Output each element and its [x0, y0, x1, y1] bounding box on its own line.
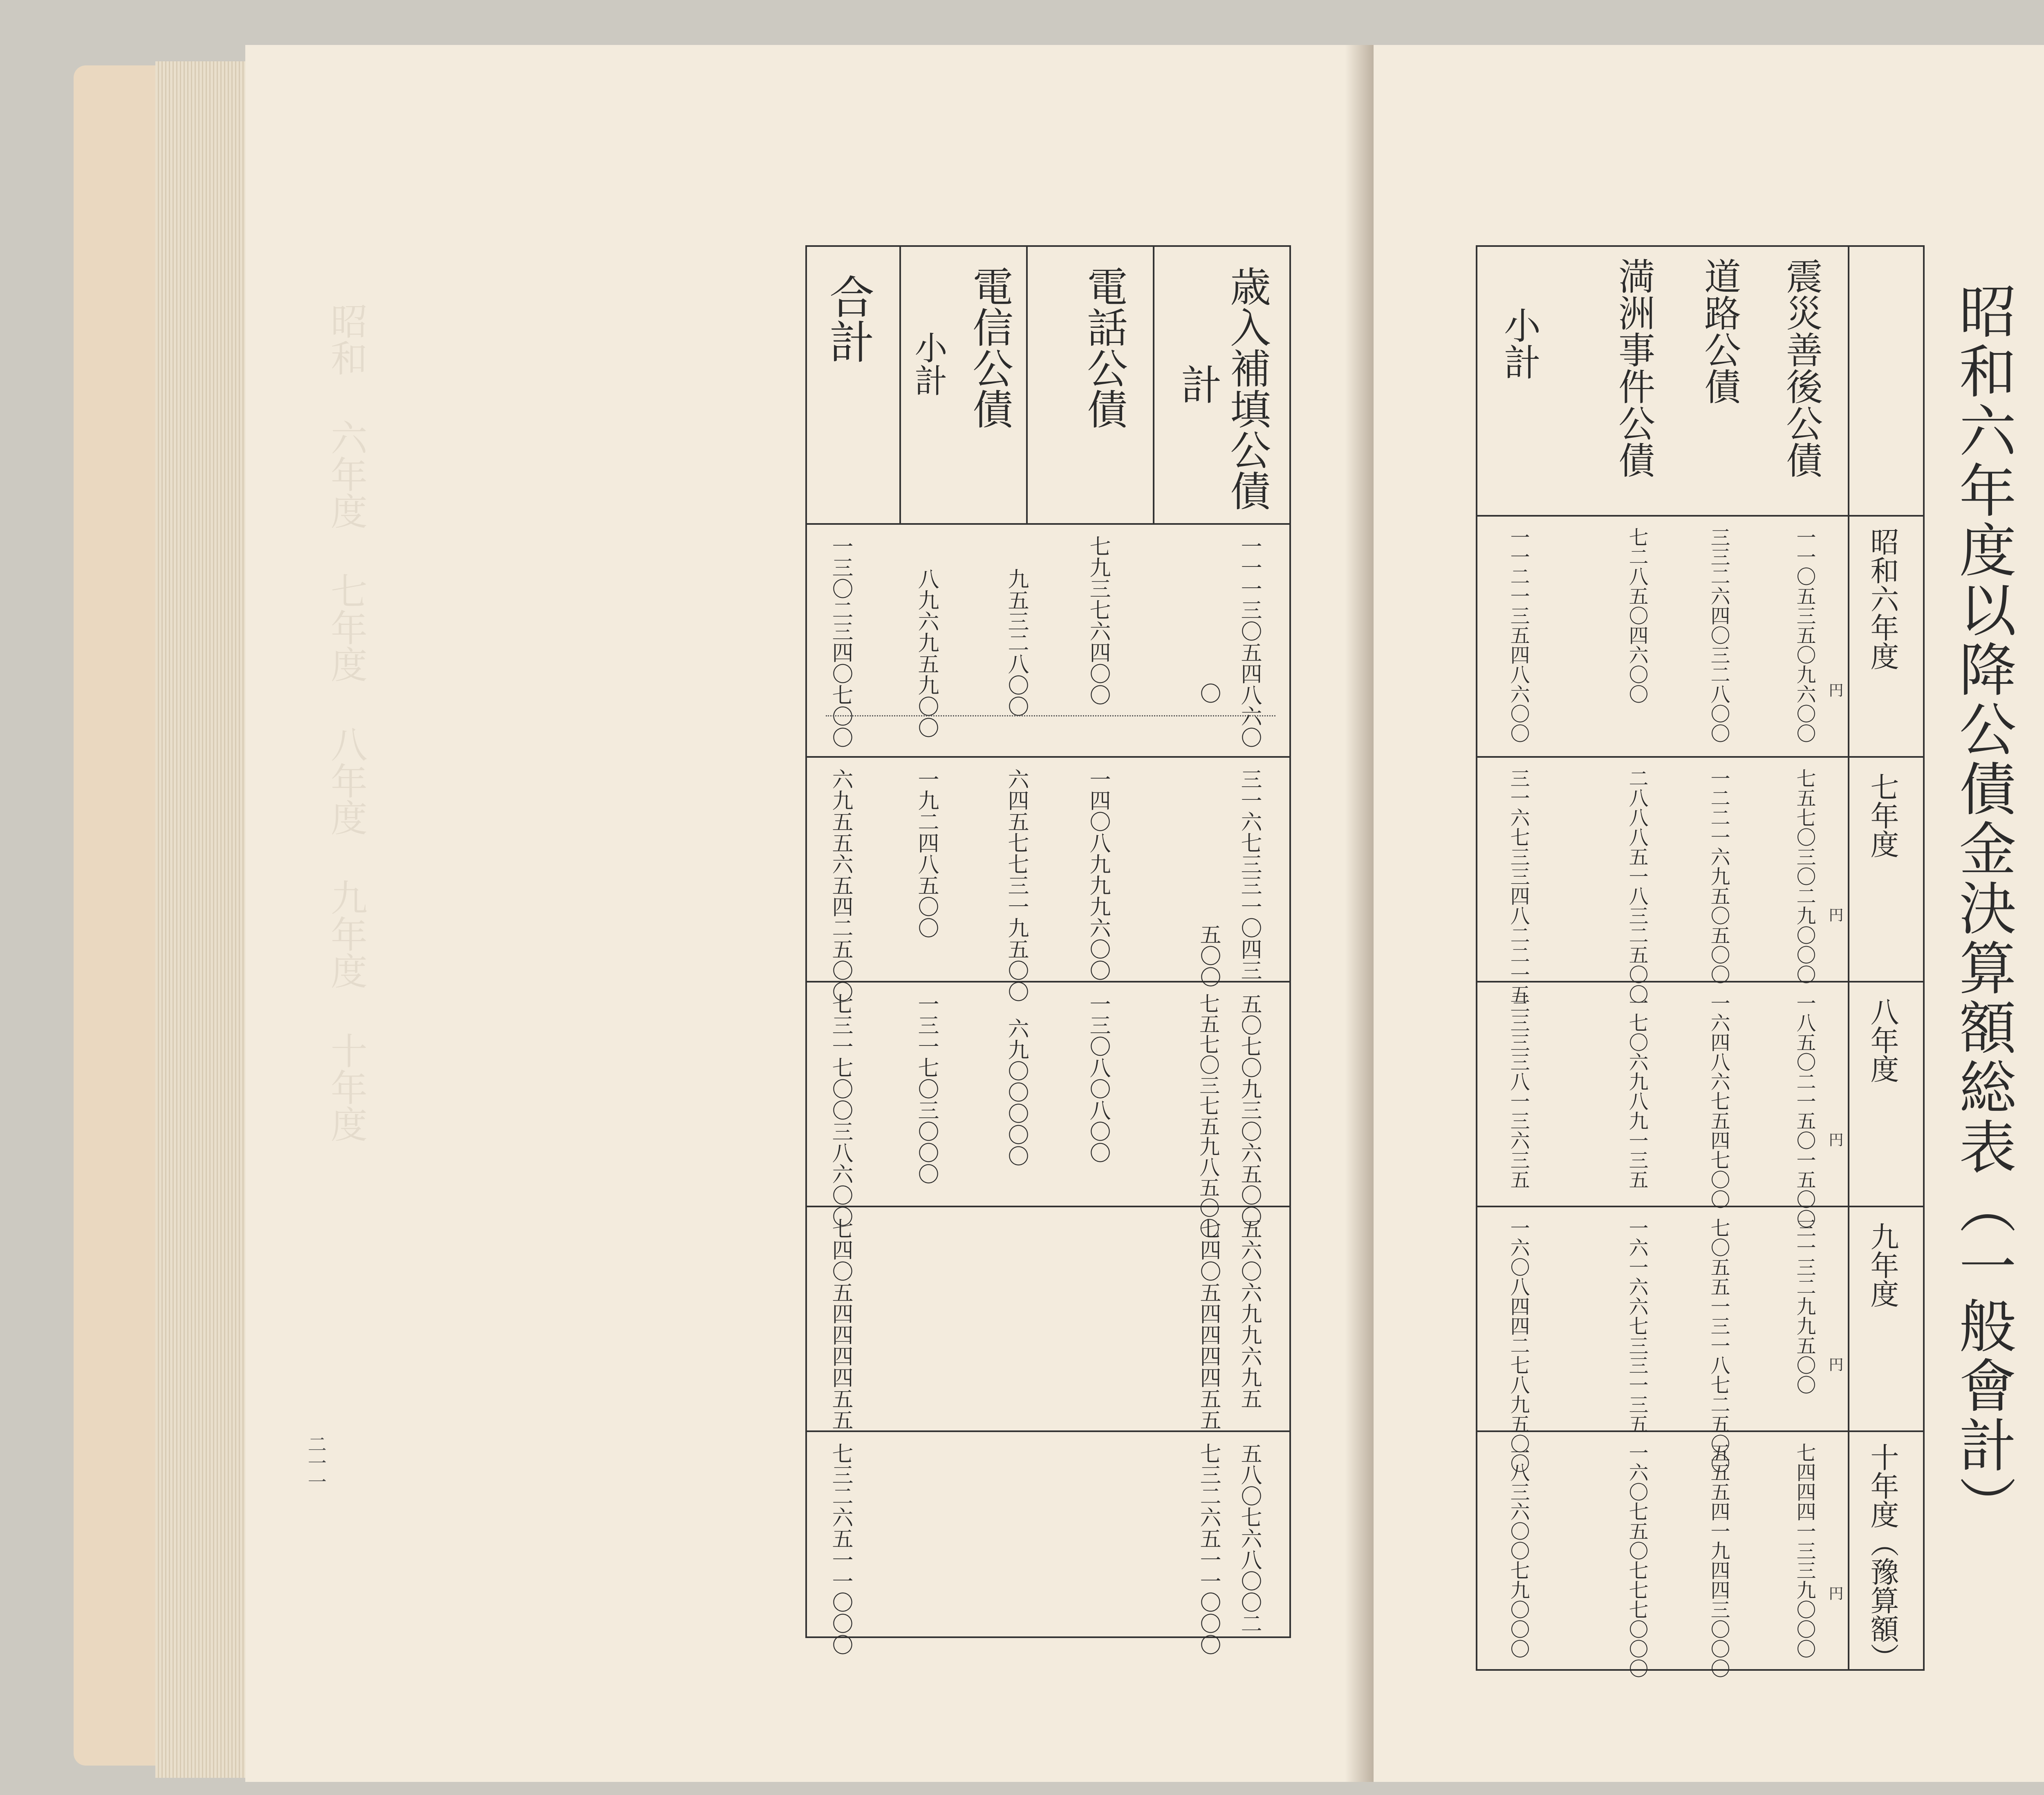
- row-header-subtotal-1: 計: [1174, 364, 1222, 405]
- left-cell: 一九二四八五〇〇: [914, 768, 939, 938]
- left-cell: 六九〇〇〇〇〇: [1004, 1018, 1029, 1166]
- row-header-subtotal: 小計: [1497, 307, 1540, 380]
- right-table: [1476, 245, 1925, 1671]
- right-cell: 七〇五五一三一八七二五〇〇: [1707, 1218, 1730, 1473]
- right-cell: 七二八五〇四六〇〇: [1625, 527, 1648, 704]
- left-cell: 六四五七七三一九五〇〇: [1004, 768, 1029, 1002]
- right-cell: 一六〇七五〇七七七〇〇〇: [1625, 1443, 1648, 1678]
- right-cell: 一二二一六九五〇五〇〇: [1707, 768, 1730, 984]
- left-cell: 七三二六五一一〇〇〇: [1196, 1443, 1221, 1655]
- right-cell: 一六四八六七五四七〇〇: [1707, 993, 1730, 1209]
- unit-label: 円: [1827, 683, 1843, 697]
- left-cell: 七三一七〇〇三八六〇〇: [828, 993, 853, 1227]
- left-cell: 五〇〇: [1196, 924, 1221, 987]
- right-cell: 三三二六四〇三二八〇〇: [1707, 527, 1730, 743]
- right-cell: 七五七〇三〇二九〇〇〇: [1793, 768, 1816, 984]
- right-page: [1374, 45, 2044, 1782]
- left-cell: 七九三七六四〇〇: [1086, 535, 1110, 705]
- year-header: 九年度: [1866, 1222, 1899, 1308]
- left-cell: 〇: [1196, 683, 1221, 704]
- left-cell: 一三〇二三四〇七〇〇: [828, 535, 853, 748]
- right-cell: 三三三三八一三六三五: [1507, 993, 1530, 1189]
- right-cell: 一一〇五三五〇九六〇〇: [1793, 527, 1816, 743]
- left-cell: 五〇七〇九三〇六五〇〇: [1237, 993, 1262, 1227]
- left-cell: 三一六七三三一〇四三: [1237, 768, 1262, 981]
- right-cell: 一八三六〇〇七九〇〇〇: [1507, 1443, 1530, 1658]
- left-cell: 八九六九五九〇〇: [914, 568, 939, 738]
- row-header-telegraph-bonds: 電信公債: [966, 266, 1013, 429]
- right-cell: 三一六七三三四八二二一五: [1507, 768, 1530, 1004]
- section-heading: 昭和六年度以降公債金決算額総表（一般會計）: [1950, 282, 2016, 1535]
- left-cell: 五六〇六九九六九五: [1237, 1218, 1262, 1409]
- right-cell: 一一二一三五四八六〇〇: [1507, 527, 1530, 743]
- row-header-quake-bonds: 震災善後公債: [1780, 257, 1822, 478]
- row-header-manchuria-bonds: 満洲事件公債: [1612, 257, 1655, 478]
- left-cell: 七四〇五四四四四五五: [828, 1218, 853, 1430]
- row-header-road-bonds: 道路公債: [1698, 257, 1741, 405]
- right-cell: 一七〇六九八九一三五: [1625, 993, 1648, 1189]
- page-number-left: 二一一: [305, 1435, 327, 1491]
- row-header-subtotal-2: 小計: [909, 331, 947, 396]
- left-page: [245, 45, 1374, 1782]
- year-header: 八年度: [1866, 997, 1899, 1083]
- unit-label: 円: [1827, 1132, 1843, 1147]
- left-cell: 一三〇八〇八〇〇: [1086, 993, 1110, 1163]
- year-header: 七年度: [1866, 772, 1899, 858]
- left-cell: 六九五五六五四二五〇〇: [828, 768, 853, 1002]
- unit-label: 円: [1827, 1586, 1843, 1600]
- right-cell: 一六〇八四四二七八九五〇〇: [1507, 1218, 1530, 1473]
- row-header-revenue-bonds: 歳入補填公債: [1223, 266, 1271, 511]
- row-header-grand-total: 合計: [822, 274, 874, 364]
- year-header: 十年度（豫算額）: [1866, 1443, 1899, 1672]
- left-cell: 一一一三〇五四八六〇: [1237, 535, 1262, 748]
- left-cell: 一四〇八九九九六〇〇: [1086, 768, 1110, 981]
- left-cell: 五八〇七六八〇〇二: [1237, 1443, 1262, 1634]
- right-cell: 一八五〇二一五〇一五〇〇: [1793, 993, 1816, 1229]
- left-cell: 七三二六五一一〇〇〇: [828, 1443, 853, 1655]
- year-header: 昭和六年度: [1866, 527, 1899, 670]
- bleed-through-text: 昭和 六年度 七年度 八年度 九年度 十年度: [324, 302, 367, 1142]
- left-cell: 七五七〇三七五九八五〇〇: [1196, 993, 1220, 1238]
- unit-label: 円: [1827, 1357, 1843, 1372]
- left-cell: 九五三二八〇〇: [1004, 568, 1029, 717]
- right-cell: 一六一六六七三三一三五: [1625, 1218, 1648, 1434]
- left-cell: 一三一七〇三〇〇〇: [914, 993, 939, 1184]
- left-cell: 七四〇五四四四四五五: [1196, 1218, 1221, 1430]
- right-cell: 七四四四一三三九〇〇〇: [1793, 1443, 1816, 1658]
- row-header-telephone-bonds: 電話公債: [1080, 266, 1128, 429]
- right-cell: 三一三二九九五〇〇: [1793, 1218, 1816, 1394]
- right-cell: 二八八八五一八三二五〇〇: [1625, 768, 1648, 1004]
- unit-label: 円: [1827, 907, 1843, 922]
- right-cell: 五五五四一九四四三〇〇〇: [1707, 1443, 1730, 1678]
